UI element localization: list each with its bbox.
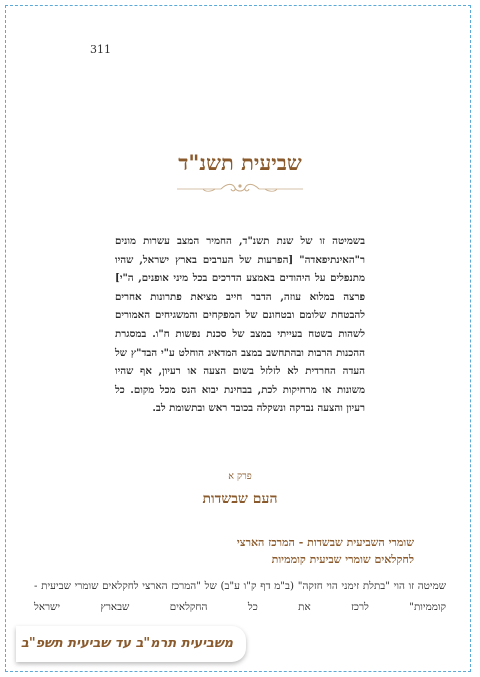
chapter-title: שביעית תשנ"ד [178,150,302,175]
subheading [74,534,414,568]
section-title: העם שבשדות [202,491,278,507]
subheading-line-2: לחקלאים שומרי שביעית קוממיות [271,553,414,566]
book-title: משביעית תרמ"ב עד שביעית תשפ"ב [20,636,234,651]
body-paragraph: שמיטה זו הוי "בתלת זימני הוי חזקה" (ב"מ דף ק"ו ע"ב) של "המרכז הארצי לחקלאים שומרי שביעית - קוממיות" לרכז את כל החקלאים שבארץ ישראל [34,580,446,613]
subheading-line-1: שומרי השביעית שבשדות - המרכז הארצי [236,536,414,549]
intro-paragraph: בשמיטה זו של שנת תשנ"ד, החמיר המצב עשרות מונים ר"האינתיפאדה" [הפרעות של הערבים בארץ ישראל, שהיו מתנפלים על היהודים באמצע הדרכים בכל מיני אופנים, ה"י] פרצה במלוא עוזה, הדבר חייב מציאת פתרונות אחרים להבטחת שלומם ובטחונם של המפקחים והמשגיחים האמורים לשהות בשטח בעייתי במצב של סכנת נפשות ח"ו. במסגרת ההכנות הרבות ובהתחשב במצב המדאיג הוחלט ע"י הבד"ץ של העדה החרדית לא לזלזל בשום הצעה או רעיון, אף שהיו משונות או מרחיקות לכת, בבחינת יבוא הנס מכל מקום. כל רעיון והצעה נבדקה ונשקלה בכובד ראש ובתשומת לב. [115,235,365,415]
flourish-divider-icon [175,181,305,195]
footer-tab [16,626,246,662]
page-number: 311 [90,43,111,56]
chapter-label: פרק א [228,471,252,482]
